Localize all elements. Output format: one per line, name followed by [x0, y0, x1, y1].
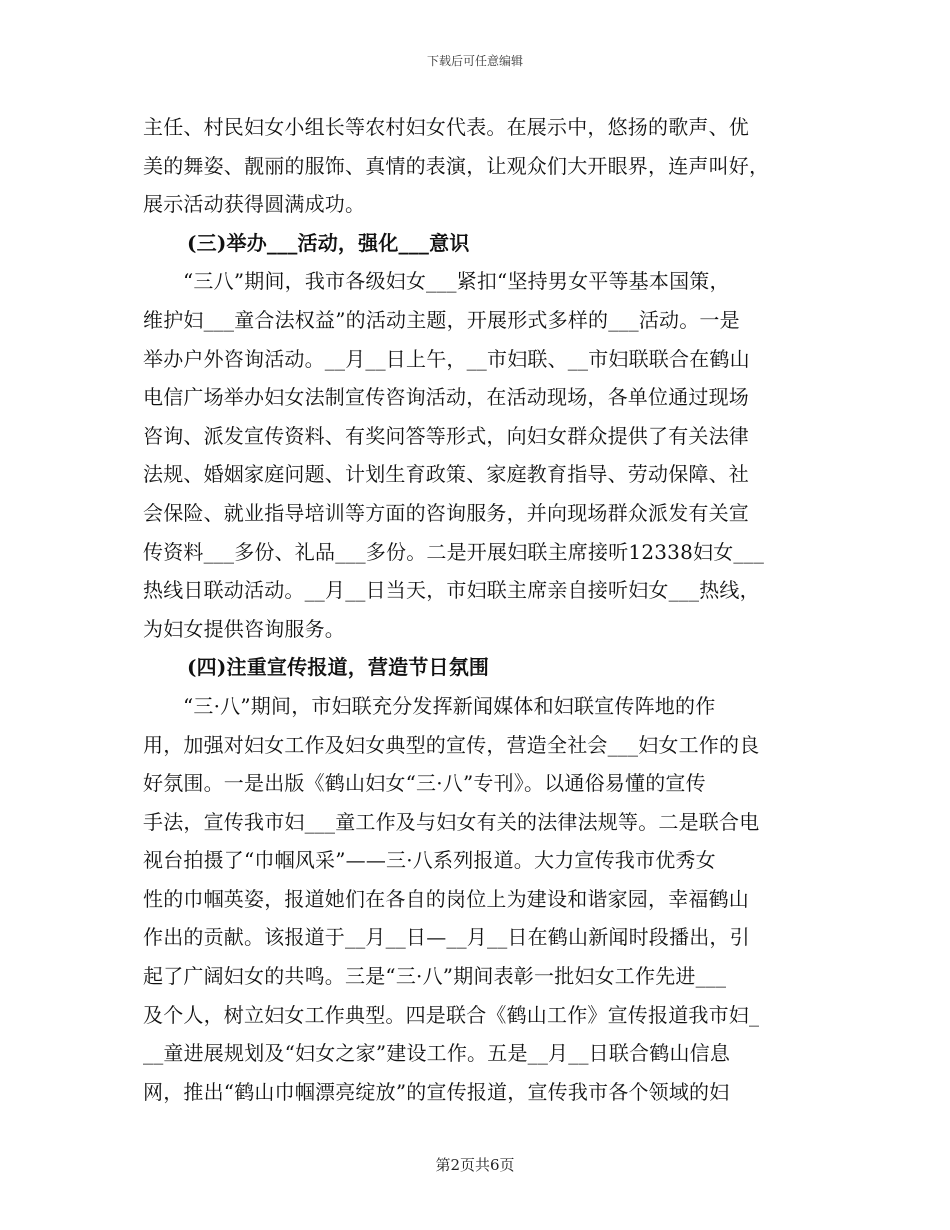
text-line: 咨询、派发宣传资料、有奖问答等形式，向妇女群众提供了有关法律	[143, 423, 749, 448]
section-heading: (四)注重宣传报道，营造节日氛围	[187, 655, 490, 680]
section-heading: (三)举办___活动，强化___意识	[187, 230, 470, 255]
text-line: 维护妇___童合法权益”的活动主题，开展形式多样的___活动。一是	[143, 307, 740, 332]
text-line: 用，加强对妇女工作及妇女典型的宣传，营造全社会___妇女工作的良	[143, 732, 760, 757]
text-line: 作出的贡献。该报道于__月__日—__月__日在鹤山新闻时段播出，引	[143, 925, 750, 950]
text-line: 展示活动获得圆满成功。	[143, 192, 366, 217]
text-line: 网，推出“鹤山巾帼漂亮绽放”的宣传报道，宣传我市各个领域的妇	[143, 1079, 730, 1104]
text-line: 美的舞姿、靓丽的服饰、真情的表演，让观众们大开眼界，连声叫好，	[143, 153, 770, 178]
text-line: 及个人，树立妇女工作典型。四是联合《鹤山工作》宣传报道我市妇_	[143, 1002, 760, 1027]
text-line: 主任、村民妇女小组长等农村妇女代表。在展示中，悠扬的歌声、优	[143, 115, 749, 139]
text-line: 视台拍摄了“巾帼风采”——三·八系列报道。大力宣传我市优秀女	[143, 848, 716, 873]
text-line: 热线日联动活动。__月__日当天，市妇联主席亲自接听妇女___热线，	[143, 578, 760, 603]
text-line: 手法，宣传我市妇___童工作及与妇女有关的法律法规等。二是联合电	[143, 809, 760, 834]
text-line: __童进展规划及“妇女之家”建设工作。五是__月__日联合鹤山信息	[143, 1041, 731, 1066]
text-line: 传资料___多份、礼品___多份。二是开展妇联主席接听12338妇女___	[143, 539, 765, 564]
text-line: 为妇女提供咨询服务。	[143, 616, 345, 641]
document-body	[143, 108, 803, 1111]
text-line: 举办户外咨询活动。__月__日上午，__市妇联、__市妇联联合在鹤山	[143, 346, 750, 371]
text-line: 性的巾帼英姿，报道她们在各自的岗位上为建设和谐家园，幸福鹤山	[143, 886, 749, 911]
text-line: 会保险、就业指导培训等方面的咨询服务，并向现场群众派发有关宣	[143, 500, 749, 525]
text-line: 起了广阔妇女的共鸣。三是“三·八”期间表彰一批妇女工作先进___	[143, 964, 727, 989]
text-line: “三·八”期间，市妇联充分发挥新闻媒体和妇联宣传阵地的作	[183, 693, 716, 718]
text-line: “三八”期间，我市各级妇女___紧扣“坚持男女平等基本国策，	[183, 269, 730, 294]
text-line: 电信广场举办妇女法制宣传咨询活动，在活动现场，各单位通过现场	[143, 385, 749, 410]
text-line: 好氛围。一是出版《鹤山妇女“三·八”专刊》。以通俗易懂的宣传	[143, 771, 706, 796]
page-header: 下载后可任意编辑	[426, 54, 523, 68]
text-line: 法规、婚姻家庭问题、计划生育政策、家庭教育指导、劳动保障、社	[143, 462, 749, 487]
page-footer: 第2页共6页	[435, 1156, 515, 1174]
